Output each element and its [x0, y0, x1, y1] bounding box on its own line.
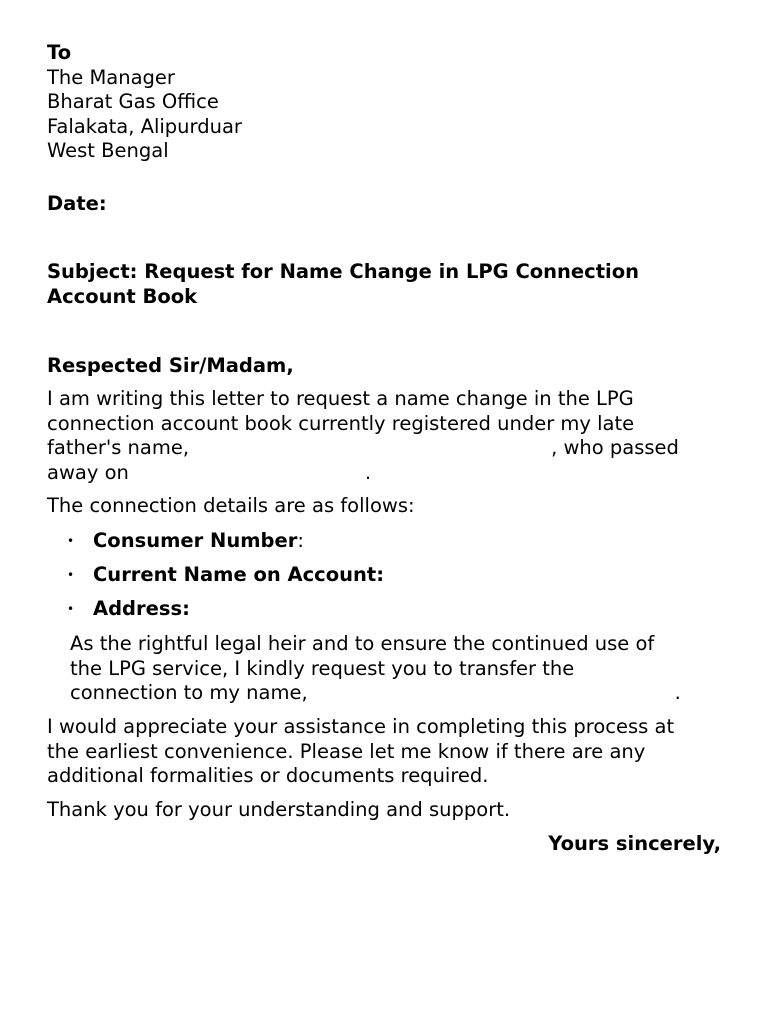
paragraph-appreciation-line-1: I would appreciate your assistance in completing this process at [47, 715, 675, 738]
recipient-line-4: West Bengal [47, 139, 169, 162]
paragraph-request-line-2: connection account book currently registered under my late [47, 411, 635, 435]
address-label: Address: [93, 597, 190, 620]
recipient-line-3: Falakata, Alipurduar [47, 114, 242, 138]
paragraph-appreciation-line-2: the earliest convenience. Please let me know if there are any [47, 739, 646, 763]
transfer-period: . [674, 681, 681, 704]
my-name-label: connection to my name, [70, 681, 308, 704]
subject-block [47, 260, 639, 309]
bullet-icon: • [67, 568, 75, 582]
paragraph-request [47, 387, 679, 485]
paragraph-transfer-line-3 [70, 681, 681, 706]
paragraph-transfer [70, 632, 681, 706]
paragraph-appreciation [47, 715, 674, 789]
paragraph-request-line-4 [47, 461, 679, 486]
consumer-number-label: Consumer Number [93, 529, 298, 552]
thanks-line: Thank you for your understanding and support. [47, 798, 511, 821]
date-label: Date: [47, 192, 107, 215]
subject-line-1: Subject: Request for Name Change in LPG Connection [47, 260, 639, 283]
consumer-number-text [93, 529, 304, 554]
passed-away-text: , who passed [551, 436, 679, 459]
greeting: Respected Sir/Madam, [47, 354, 294, 377]
paragraph-request-line-3 [47, 436, 679, 461]
father-name-label: father's name, [47, 436, 190, 459]
bullet-icon: • [67, 602, 75, 616]
recipient-line-2: Bharat Gas Office [47, 90, 219, 113]
to-label: To [47, 41, 72, 64]
paragraph-request-line-1: I am writing this letter to request a name change in the LPG [47, 387, 634, 410]
bullet-icon: • [67, 534, 75, 548]
paragraph-appreciation-line-3: additional formalities or documents required. [47, 764, 489, 787]
current-name-label: Current Name on Account: [93, 563, 385, 586]
consumer-number-colon: : [297, 529, 304, 552]
details-intro: The connection details are as follows: [47, 494, 415, 517]
recipient-block [47, 41, 242, 164]
subject-line-2: Account Book [47, 284, 198, 308]
closing: Yours sincerely, [548, 832, 721, 855]
paragraph-transfer-line-2: the LPG service, I kindly request you to transfer the [70, 656, 575, 680]
away-on-label: away on [47, 460, 129, 484]
recipient-line-1: The Manager [47, 65, 175, 89]
paragraph-transfer-line-1: As the rightful legal heir and to ensure the continued use of [70, 632, 655, 655]
sentence-end-period: . [364, 460, 372, 484]
